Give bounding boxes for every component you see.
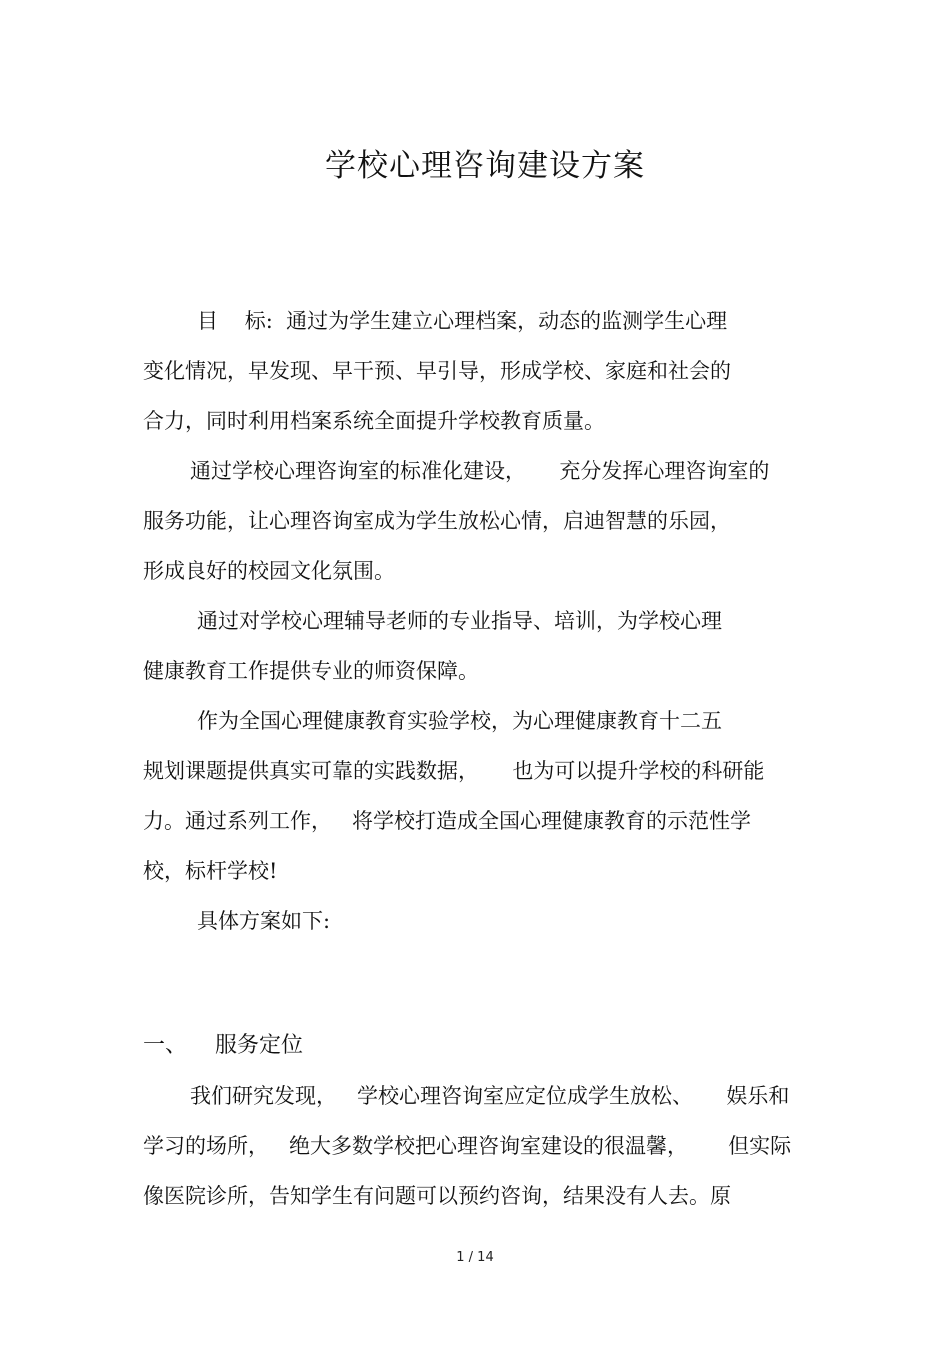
paragraph-4-line-2: 规划课题提供真实可靠的实践数据， 也为可以提升学校的科研能 xyxy=(143,759,765,783)
section-heading: 一、 服务定位 xyxy=(143,1033,303,1058)
section-paragraph-line-2: 学习的场所， 绝大多数学校把心理咨询室建设的很温馨， 但实际 xyxy=(143,1134,792,1158)
section-paragraph-line-3: 像医院诊所，告知学生有问题可以预约咨询，结果没有人去。原 xyxy=(143,1184,731,1208)
paragraph-3-line-2: 健康教育工作提供专业的师资保障。 xyxy=(143,659,479,683)
paragraph-4-line-3: 力。通过系列工作， 将学校打造成全国心理健康教育的示范性学 xyxy=(143,809,752,833)
section-paragraph-line-1: 我们研究发现， 学校心理咨询室应定位成学生放松、 娱乐和 xyxy=(190,1084,790,1108)
paragraph-2-line-1: 通过学校心理咨询室的标准化建设， 充分发挥心理咨询室的 xyxy=(190,459,770,483)
paragraph-3-line-1: 通过对学校心理辅导老师的专业指导、培训，为学校心理 xyxy=(197,609,722,633)
paragraph-2-line-2: 服务功能，让心理咨询室成为学生放松心情，启迪智慧的乐园， xyxy=(143,509,731,533)
paragraph-5-line-1: 具体方案如下: xyxy=(197,909,331,933)
paragraph-4-line-4: 校，标杆学校! xyxy=(143,859,278,883)
paragraph-2-line-3: 形成良好的校园文化氛围。 xyxy=(143,559,395,583)
paragraph-1-line-3: 合力，同时利用档案系统全面提升学校教育质量。 xyxy=(143,409,605,433)
page-number: 1 / 14 xyxy=(456,1250,494,1265)
paragraph-4-line-1: 作为全国心理健康教育实验学校，为心理健康教育十二五 xyxy=(197,709,722,733)
paragraph-1-line-2: 变化情况，早发现、早干预、早引导，形成学校、家庭和社会的 xyxy=(143,359,731,383)
document-title: 学校心理咨询建设方案 xyxy=(325,148,645,184)
paragraph-1-line-1: 目 标: 通过为学生建立心理档案，动态的监测学生心理 xyxy=(197,309,728,333)
